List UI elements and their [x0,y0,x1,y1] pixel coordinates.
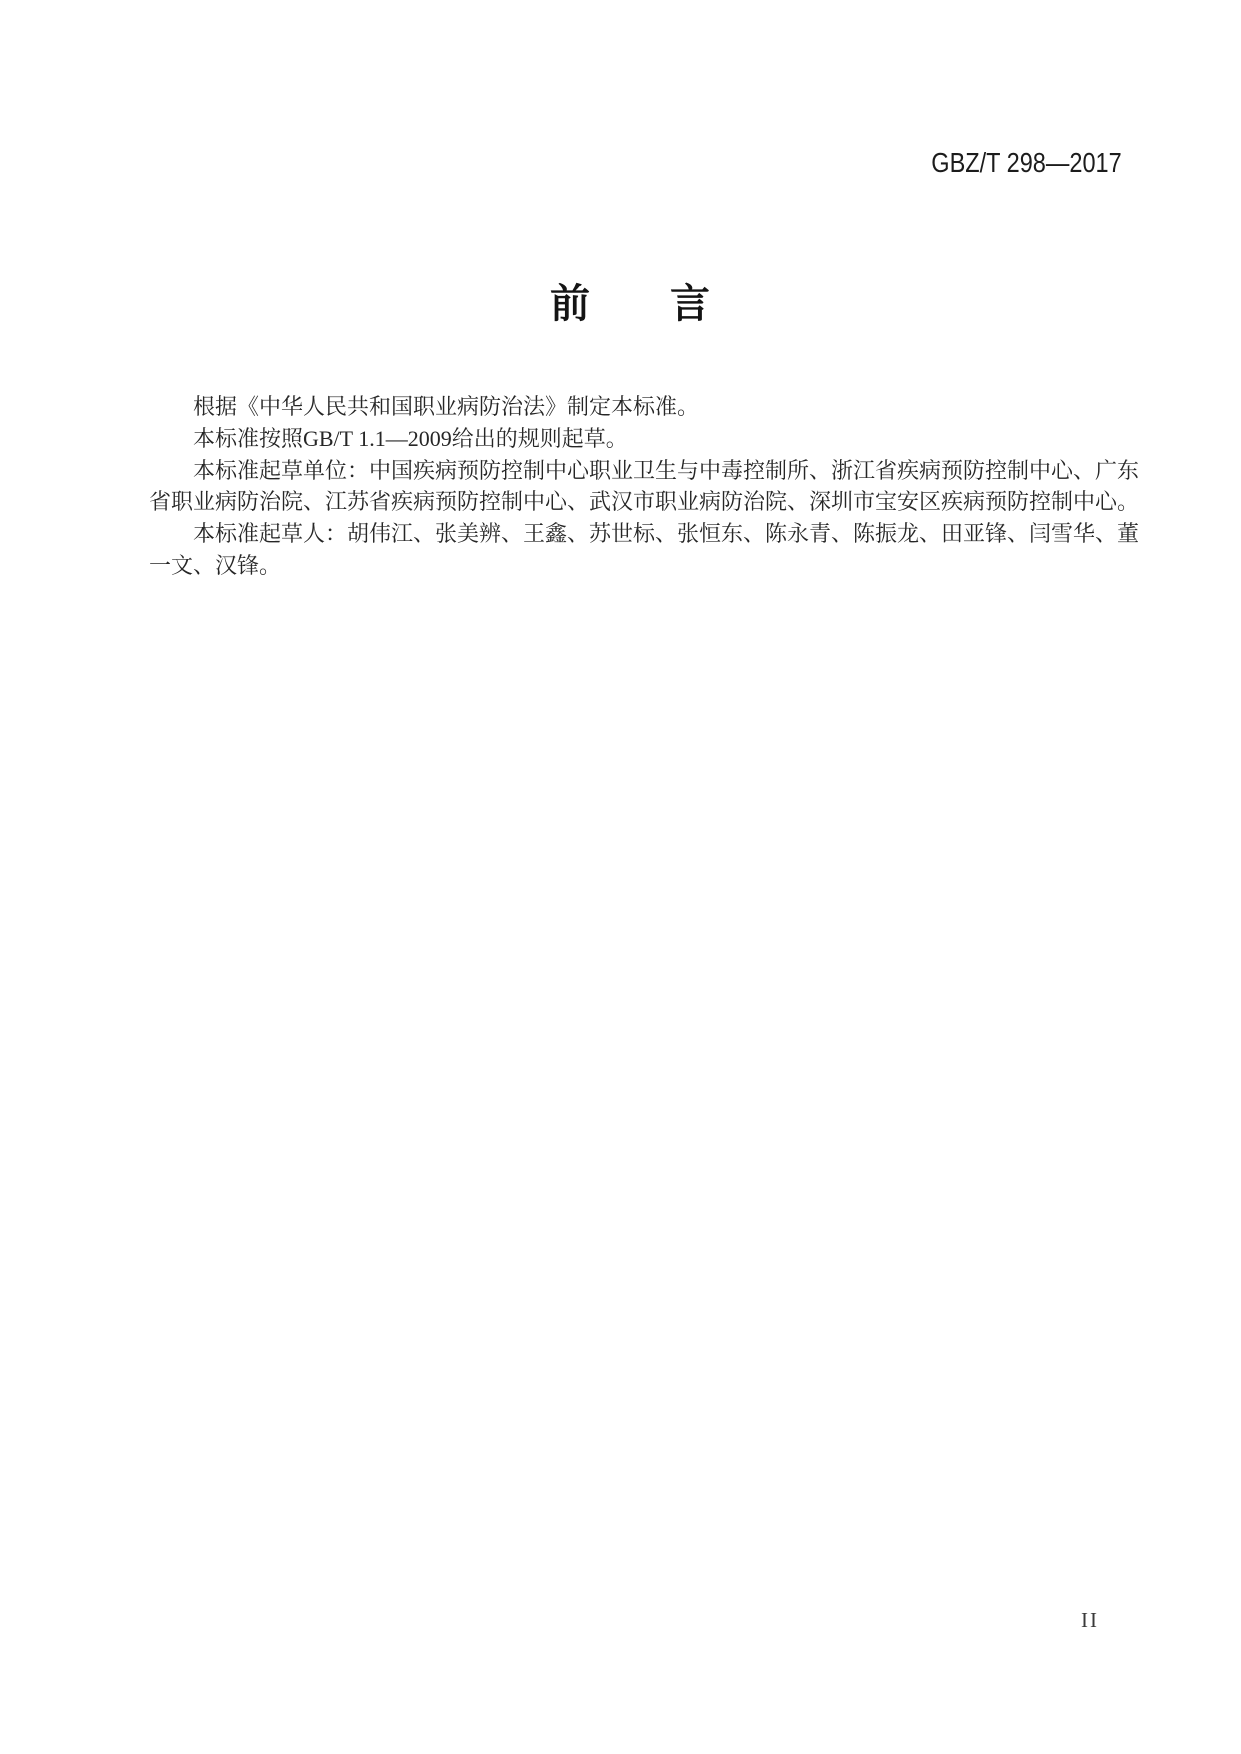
standard-number: GBZ/T 298—2017 [931,147,1122,178]
foreword-title: 前 言 [550,282,710,326]
para-legal-basis: 根据《中华人民共和国职业病防治法》制定本标准。 [193,394,700,419]
foreword-body [149,391,1194,582]
page-number: II [1081,1608,1099,1632]
para-drafters-line-1: 本标准起草人：胡伟江、张美辨、王鑫、苏世标、张恒东、陈永青、陈振龙、田亚锋、闫雪华、董 [193,521,1140,547]
para-drafters-line-2: 一文、汉锋。 [149,552,282,578]
para-drafting-rule: 本标准按照GB/T 1.1—2009给出的规则起草。 [193,425,628,451]
para-drafting-units-line-2: 省职业病防治院、江苏省疾病预防控制中心、武汉市职业病防治院、深圳市宝安区疾病预防控制中心。 [149,489,1140,515]
para-drafting-units-line-1: 本标准起草单位：中国疾病预防控制中心职业卫生与中毒控制所、浙江省疾病预防控制中心、广东 [193,457,1140,483]
